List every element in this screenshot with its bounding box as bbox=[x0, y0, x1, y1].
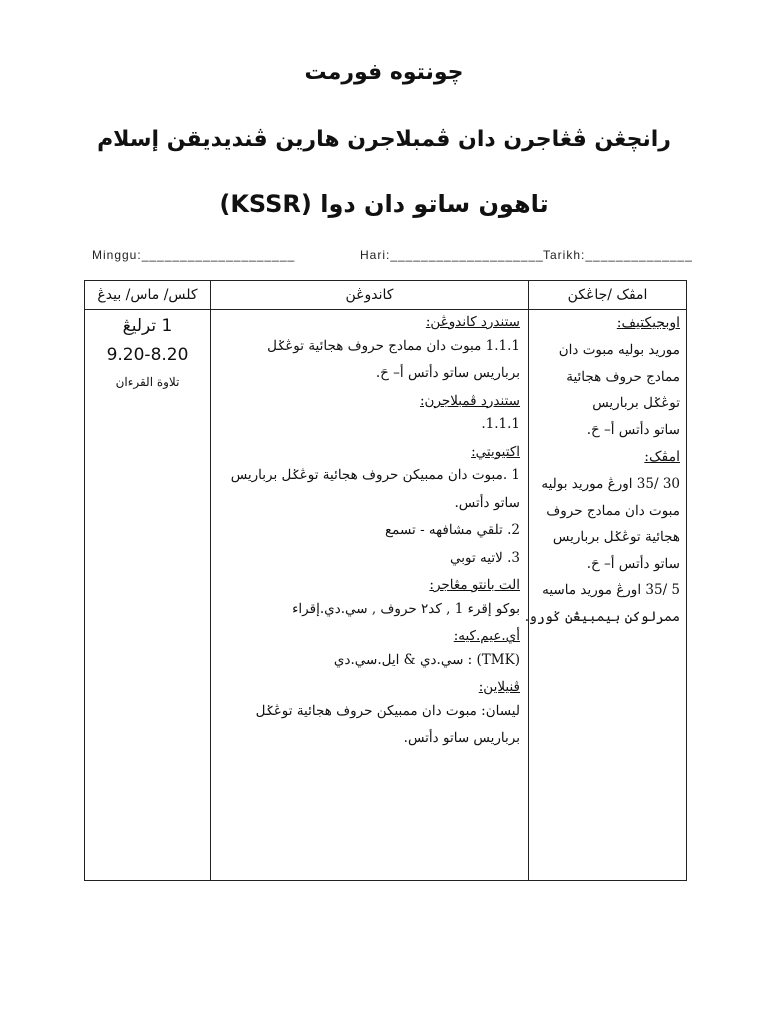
minggu-field[interactable]: Minggu:____________________ bbox=[92, 248, 296, 262]
evaluation-line: ليسان: مبوت دان ممبيکن حروف هجائية توڠݢل bbox=[255, 702, 520, 719]
time-cell bbox=[85, 310, 211, 881]
content-standard-heading: ستندرد کاندوڠن: bbox=[425, 314, 520, 330]
activity-line: ساتو دأتس. bbox=[454, 494, 520, 511]
learning-standard-heading: ستندرد ڤمبلاجرن: bbox=[419, 392, 520, 409]
objective-line: موريد بوليه مبوت دان bbox=[558, 342, 680, 358]
ict-line: (TMK) : سي.دي & ايل.سي.دي bbox=[333, 651, 520, 668]
header-objectives: امڤک /جاڠکن bbox=[529, 281, 687, 310]
objectives-heading: اوبجيکتيف: bbox=[616, 315, 680, 331]
activity-line: 2. تلقي مشافهه - تسمع bbox=[384, 522, 520, 538]
objectives-cell bbox=[524, 310, 687, 881]
content-cell bbox=[211, 310, 529, 881]
ict-heading: أي.عيم.کيه: bbox=[453, 628, 520, 644]
header-time: کلس/ ماس/ بيدڠ bbox=[85, 281, 211, 310]
form-year-label: تاهون ساتو دان دوا (KSSR) bbox=[219, 190, 549, 218]
activity-line: 3. لاتيه توبي bbox=[450, 549, 520, 566]
evaluation-line: برباريس ساتو دأتس. bbox=[403, 730, 520, 746]
impact-line: مبوت دان ممادج حروف bbox=[546, 502, 680, 519]
teaching-aids-heading: الت بانتو مڠاجر: bbox=[429, 577, 520, 593]
content-line: 1.1.1 مبوت دان ممادج حروف هجائية توڠݢل bbox=[267, 337, 520, 354]
impact-line: هجائية توڠݢل برباريس bbox=[552, 529, 680, 545]
impact-line: 30 /35 اورڠ موريد بوليه bbox=[541, 476, 680, 492]
activity-line: 1 .مبوت دان ممبيکن حروف هجائية توڠݢل برباريس bbox=[230, 467, 520, 483]
content-line: برباريس ساتو دأتس أ– حَ. bbox=[375, 365, 520, 381]
time-range: 9.20-8.20 bbox=[106, 345, 189, 365]
class-name: 1 ترليڠ bbox=[122, 316, 173, 336]
teaching-aids-line: بوکو إقرء 1 , کد٢ حروف , سي.دي.إقراء bbox=[292, 600, 520, 617]
form-subtitle: رانچڠن ڤڠاجرن دان ڤمبلاجرن هارين ڤنديديقن إسلام bbox=[97, 127, 671, 152]
lesson-plan-table bbox=[84, 280, 687, 881]
impact-line: 5 /35 اورڠ موريد ماسيه bbox=[542, 582, 680, 598]
hari-field[interactable]: Hari:____________________ bbox=[360, 248, 544, 262]
impact-line: ممرلوکن بيمبيڠن ݢورو. bbox=[524, 608, 680, 625]
objective-line: ممادج حروف هجائية bbox=[566, 368, 680, 385]
table-header-row bbox=[85, 281, 687, 310]
content-line: 1.1.1. bbox=[481, 416, 520, 432]
impact-line: ساتو دأتس أ– حَ. bbox=[586, 555, 680, 572]
table-row bbox=[85, 310, 687, 881]
tarikh-field[interactable]: Tarikh:______________ bbox=[543, 248, 693, 262]
evaluation-heading: ڤنيلاين: bbox=[478, 679, 520, 695]
form-title: چونتوه فورمت bbox=[304, 60, 464, 85]
objective-line: توڠݢل برباريس bbox=[592, 395, 680, 411]
objective-line: ساتو دأتس أ– حَ. bbox=[586, 421, 680, 438]
header-content: کاندوڠن bbox=[211, 281, 529, 310]
activity-heading: اکتيويتي: bbox=[471, 443, 520, 460]
impact-heading: امڤک: bbox=[644, 449, 680, 465]
subject-name: تلاوة القرءان bbox=[115, 375, 180, 389]
